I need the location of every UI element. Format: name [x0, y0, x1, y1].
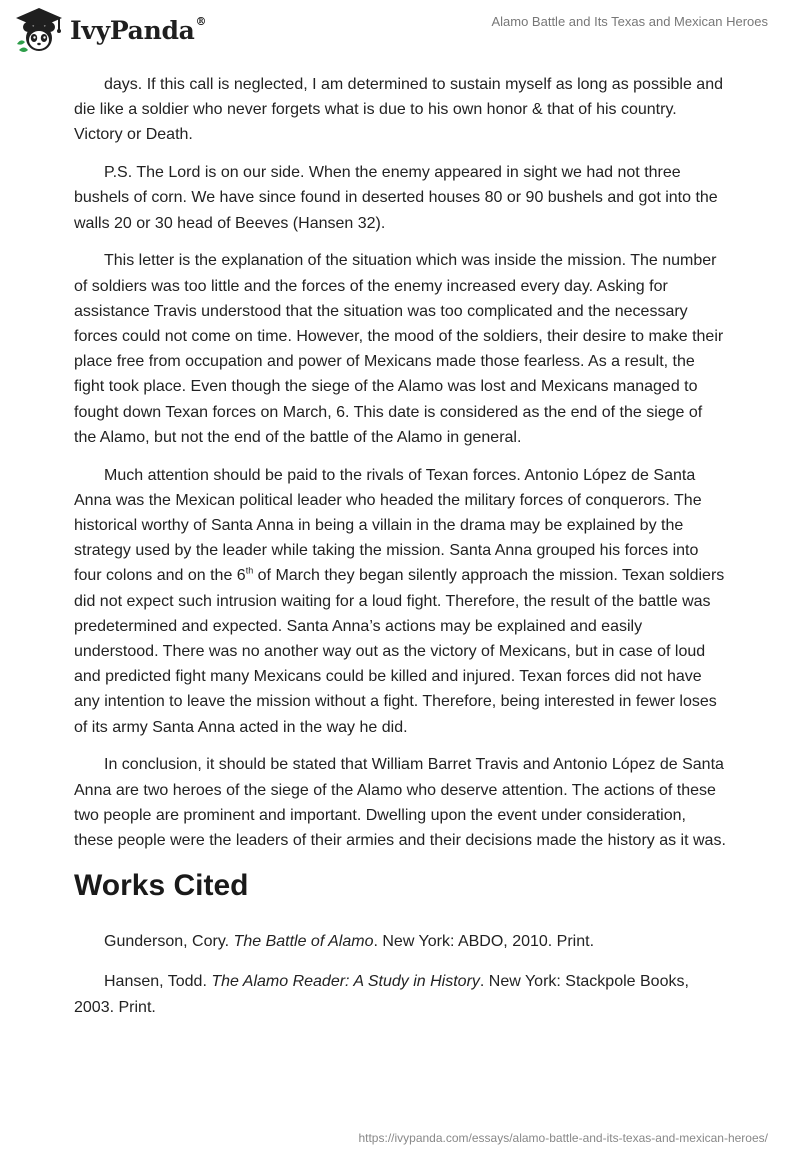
paragraph-letter-explanation: This letter is the explanation of the situation which was inside the mission. The number of soldiers was too little and the forces of the enemy increased every day. Asking for assistance Travis understood that the situation was too complicated and the necessary forces could not come on time. However, the mood of the soldiers, their desire to make their place free from occupation and power of Mexicans made those fearless. As a result, the fight took place. Even though the siege of the Alamo was lost and Mexicans managed to fought down Texan forces on March, 6. This date is considered as the end of the siege of the Alamo, but not the end of the battle of the Alamo in general. [74, 252, 724, 446]
paragraph-santa-anna: Much attention should be paid to the rivals of Texan forces. Antonio López de Santa Anna was the Mexican political leader who headed the military forces of conquerors. The historical worthy of Santa Anna in being a villain in the drama may be explained by the strategy used by the leader while taking the mission. Santa Anna grouped his forces into four colons and on the 6th of March they began silently approach the mission. Texan soldiers did not expect such intrusion waiting for a loud fight. Therefore, the result of the battle was predetermined and expected. Santa Anna’s actions may be explained and easily understood. There was no another way out as the victory of Mexicans, but in case of loud and predicted fight many Mexicans could be killed and injured. Texan forces did not have any intention to leave the mission without a fight. Therefore, being interested in fewer loses of its army Santa Anna acted in the way he did. [74, 466, 725, 736]
paragraph-postscript: P.S. The Lord is on our side. When the enemy appeared in sight we had not three bushels of corn. We have since found in deserted houses 80 or 90 bushels and got into the walls 20 or 30 head of Beeves (Hansen 32). [74, 164, 718, 232]
registered-mark: ® [195, 15, 207, 29]
ordinal-suffix: th [245, 566, 254, 577]
citation-gunderson: Gunderson, Cory. The Battle of Alamo. New York: ABDO, 2010. Print. [104, 933, 595, 951]
paragraph-conclusion: In conclusion, it should be stated that William Barret Travis and Antonio López de Santa Anna are two heroes of the siege of the Alamo who deserve attention. The actions of these two people are prominent and important. Dwelling upon the event under consideration, these people were the leaders of their armies and their decisions made the history as it was. [74, 756, 726, 850]
ivypanda-logo[interactable] [14, 6, 206, 54]
brand-name: IvyPanda® [70, 15, 207, 45]
works-cited-heading: Works Cited [74, 869, 249, 903]
citation-hansen: Hansen, Todd. The Alamo Reader: A Study in History. New York: Stackpole Books, 2003. Print. [74, 973, 689, 1016]
paragraph-letter-end: days. If this call is neglected, I am determined to sustain myself as long as possible and die like a soldier who never forgets what is due to his own honor & that of his country. Victory or Death. [74, 76, 723, 144]
panda-graduation-cap-icon [14, 6, 64, 54]
source-url[interactable]: https://ivypanda.com/essays/alamo-battle-and-its-texas-and-mexican-heroes/ [358, 1131, 768, 1145]
document-title: Alamo Battle and Its Texas and Mexican Heroes [491, 14, 768, 29]
essay-body [74, 72, 726, 1035]
page-header [0, 0, 800, 64]
